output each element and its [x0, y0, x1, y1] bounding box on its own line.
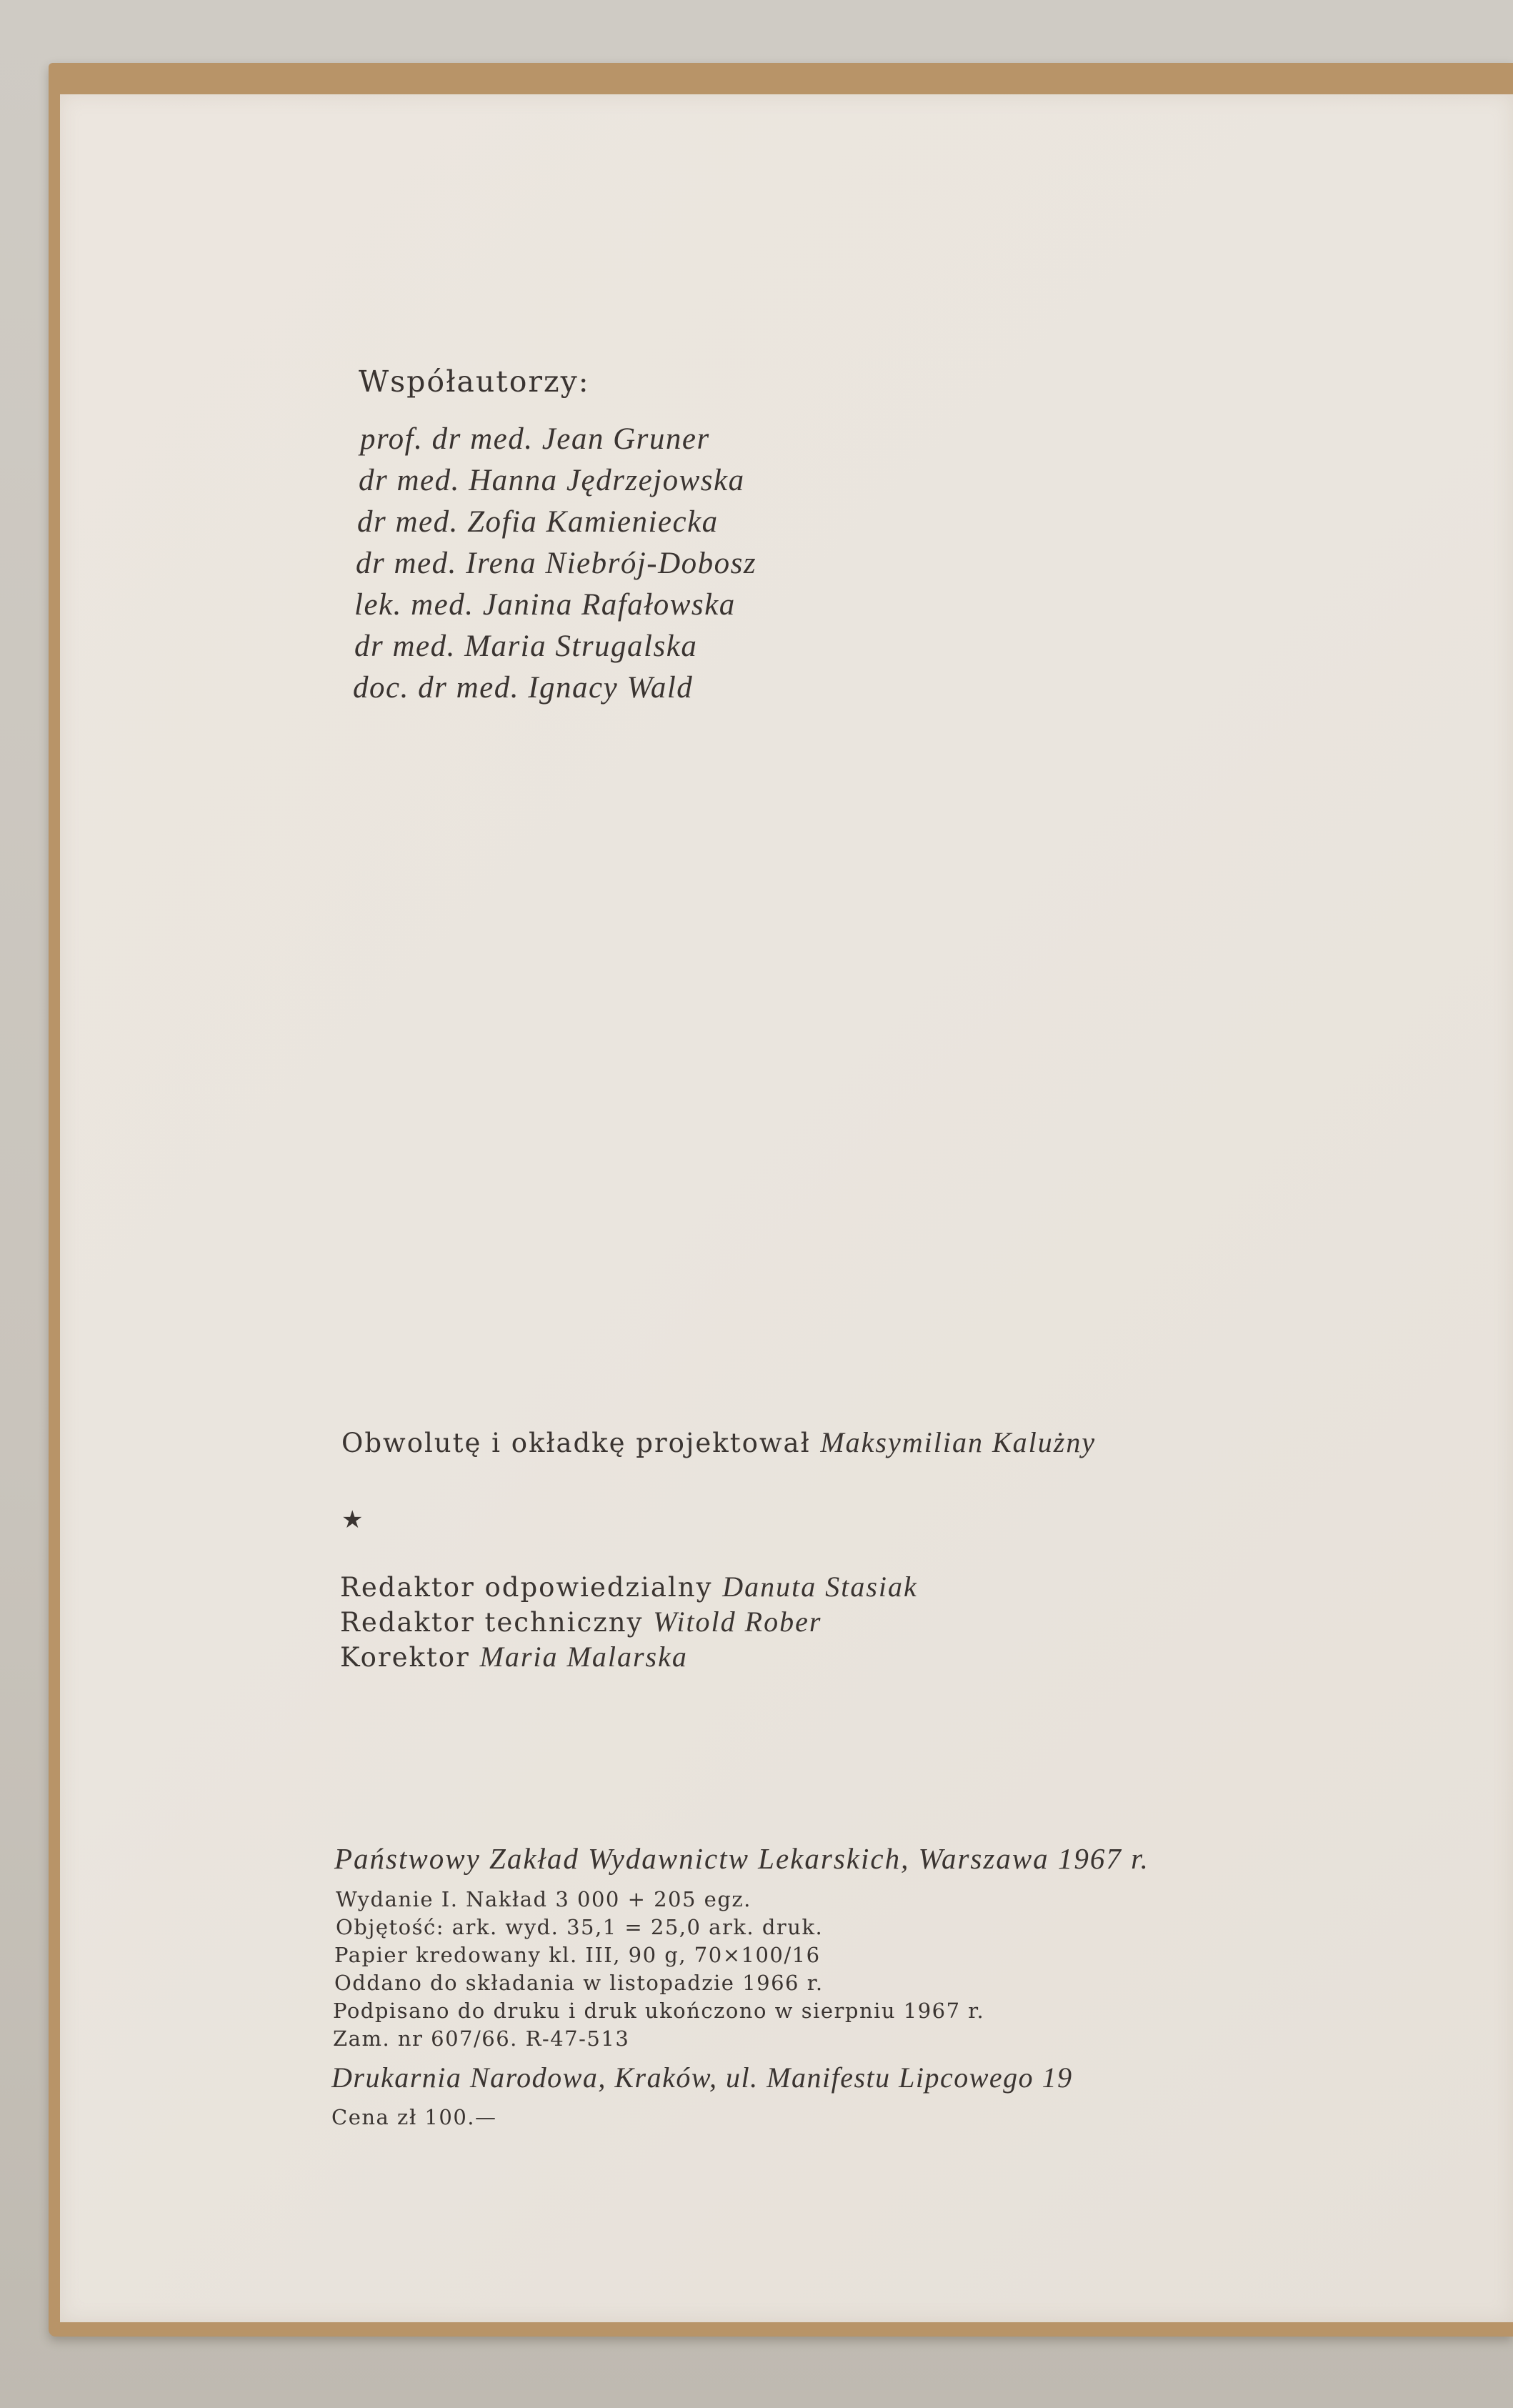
publisher-line: Państwowy Zakład Wydawnictw Lekarskich, Warszawa 1967 r. — [334, 1842, 1149, 1875]
imprint-detail: Podpisano do druku i druk ukończono w sierpniu 1967 r. — [333, 1999, 985, 2023]
staff-credit — [340, 1605, 822, 1638]
staff-role: Korektor — [340, 1642, 470, 1673]
book-page — [60, 94, 1513, 2322]
imprint-detail: Zam. nr 607/66. R-47-513 — [333, 2026, 630, 2051]
staff-credit — [340, 1640, 688, 1673]
imprint-detail: Oddano do składania w listopadzie 1966 r. — [334, 1971, 824, 1995]
cover-design-credit — [341, 1426, 1096, 1459]
coauthor-name: lek. med. Janina Rafałowska — [354, 588, 736, 622]
coauthor-name: dr med. Hanna Jędrzejowska — [359, 464, 745, 497]
printer-line: Drukarnia Narodowa, Kraków, ul. Manifestu Lipcowego 19 — [331, 2061, 1073, 2094]
coauthor-name: dr med. Irena Niebrój-Dobosz — [356, 547, 757, 580]
cover-design-label: Obwolutę i okładkę projektował — [341, 1428, 811, 1458]
cover-designer-name: Maksymilian Kalużny — [820, 1426, 1097, 1458]
staff-name: Danuta Stasiak — [722, 1571, 918, 1603]
staff-credit — [340, 1570, 918, 1603]
staff-role: Redaktor odpowiedzialny — [340, 1572, 713, 1603]
coauthors-label: Współautorzy: — [359, 364, 590, 399]
coauthor-name: prof. dr med. Jean Gruner — [360, 422, 710, 456]
price-line: Cena zł 100.— — [331, 2105, 497, 2129]
staff-name: Maria Malarska — [479, 1641, 688, 1673]
star-separator: ★ — [341, 1506, 364, 1534]
imprint-detail: Objętość: ark. wyd. 35,1 = 25,0 ark. druk. — [336, 1915, 824, 1939]
staff-name: Witold Rober — [653, 1606, 822, 1638]
coauthor-name: doc. dr med. Ignacy Wald — [353, 671, 694, 705]
imprint-detail: Papier kredowany kl. III, 90 g, 70×100/16 — [334, 1943, 821, 1967]
staff-role: Redaktor techniczny — [340, 1607, 644, 1638]
coauthor-name: dr med. Zofia Kamieniecka — [357, 505, 719, 539]
imprint-detail: Wydanie I. Nakład 3 000 + 205 egz. — [336, 1887, 751, 1911]
coauthor-name: dr med. Maria Strugalska — [354, 630, 698, 663]
